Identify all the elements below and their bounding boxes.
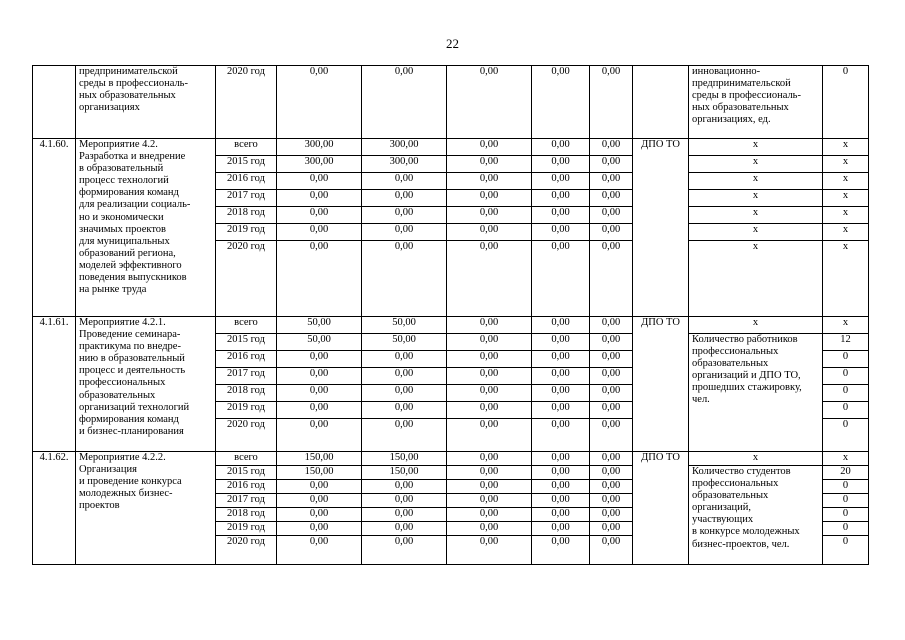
year-cell: 2015 год (216, 156, 277, 173)
measure-name-line: для муниципальных (79, 235, 170, 247)
regional-budget-cell: 150,00 (362, 452, 447, 466)
municipal-budget-cell: 0,00 (532, 368, 590, 385)
measure-name-line: на рынке труда (79, 284, 147, 296)
year-cell: всего (216, 452, 277, 466)
indicator-line: бизнес-проектов, чел. (692, 538, 790, 550)
extrabudget-cell: 0,00 (590, 173, 633, 190)
municipal-budget-cell: 0,00 (532, 494, 590, 508)
target-value-cell: 0 (823, 385, 869, 402)
federal-budget-cell: 0,00 (447, 224, 532, 241)
federal-budget-cell: 0,00 (447, 385, 532, 402)
federal-budget-cell: 0,00 (447, 66, 532, 139)
target-value-cell: х (823, 224, 869, 241)
year-cell: всего (216, 139, 277, 156)
indicator-line: Количество работников (692, 334, 798, 345)
indicator-line: организаций, (692, 502, 751, 514)
municipal-budget-cell: 0,00 (532, 536, 590, 565)
municipal-budget-cell: 0,00 (532, 402, 590, 419)
indicator-cell: х (689, 190, 823, 207)
total-cell: 0,00 (277, 508, 362, 522)
indicator-line: Количество студентов (692, 466, 791, 477)
target-value-cell: 0 (823, 402, 869, 419)
federal-budget-cell: 0,00 (447, 207, 532, 224)
indicator-cell: х (689, 241, 823, 317)
indicator-line: организаций и ДПО ТО, (692, 370, 801, 382)
federal-budget-cell: 0,00 (447, 522, 532, 536)
measure-name-line: практикума по внедре- (79, 341, 181, 353)
target-value-cell: 0 (823, 522, 869, 536)
total-cell: 0,00 (277, 351, 362, 368)
measure-name-line: организаций технологий (79, 401, 190, 413)
target-value-cell: х (823, 173, 869, 190)
year-cell: 2017 год (216, 494, 277, 508)
total-cell: 150,00 (277, 466, 362, 480)
extrabudget-cell: 0,00 (590, 241, 633, 317)
federal-budget-cell: 0,00 (447, 368, 532, 385)
target-value-cell: х (823, 207, 869, 224)
indicator-cell: х (689, 139, 823, 156)
extrabudget-cell: 0,00 (590, 156, 633, 173)
year-cell: 2017 год (216, 368, 277, 385)
municipal-budget-cell: 0,00 (532, 241, 590, 317)
executor-cell (633, 66, 689, 139)
measure-name-line: формирования команд (79, 413, 179, 425)
year-cell: 2020 год (216, 419, 277, 452)
municipal-budget-cell: 0,00 (532, 156, 590, 173)
measure-name-line: профессиональных (79, 377, 166, 389)
measure-number-cell: 4.1.60. (33, 139, 76, 317)
target-value-cell: 12 (823, 334, 869, 351)
federal-budget-cell: 0,00 (447, 536, 532, 565)
extrabudget-cell: 0,00 (590, 334, 633, 351)
indicator-line: среды в профессиональ- (692, 90, 801, 102)
federal-budget-cell: 0,00 (447, 334, 532, 351)
year-cell: 2018 год (216, 385, 277, 402)
federal-budget-cell: 0,00 (447, 190, 532, 207)
indicator-line: образовательных (692, 490, 769, 502)
indicator-cell (689, 466, 823, 565)
measure-number-cell (33, 66, 76, 139)
indicator-line: организациях, ед. (692, 114, 771, 126)
target-value-cell: х (823, 241, 869, 317)
regional-budget-cell: 300,00 (362, 139, 447, 156)
total-cell: 0,00 (277, 207, 362, 224)
federal-budget-cell: 0,00 (447, 241, 532, 317)
measure-name-line: предпринимательской (79, 66, 178, 77)
indicator-cell: х (689, 317, 823, 334)
measure-name-cell (76, 452, 216, 565)
target-value-cell: х (823, 452, 869, 466)
extrabudget-cell: 0,00 (590, 419, 633, 452)
measure-row (33, 139, 869, 156)
municipal-budget-cell: 0,00 (532, 224, 590, 241)
measure-name-line: Мероприятие 4.2.1. (79, 317, 166, 328)
total-cell: 50,00 (277, 334, 362, 351)
total-cell: 0,00 (277, 224, 362, 241)
measure-name-line: молодежных бизнес- (79, 488, 173, 500)
target-value-cell: 0 (823, 480, 869, 494)
regional-budget-cell: 0,00 (362, 419, 447, 452)
measure-name-line: процесс и деятельность (79, 365, 186, 377)
regional-budget-cell: 0,00 (362, 385, 447, 402)
federal-budget-cell: 0,00 (447, 419, 532, 452)
indicator-line: образовательных (692, 358, 769, 370)
indicator-cell: х (689, 452, 823, 466)
regional-budget-cell: 0,00 (362, 190, 447, 207)
regional-budget-cell: 150,00 (362, 466, 447, 480)
executor-cell: ДПО ТО (633, 317, 689, 452)
municipal-budget-cell: 0,00 (532, 207, 590, 224)
indicator-line: инновационно- (692, 66, 761, 77)
measure-name-line: значимых проектов (79, 223, 167, 235)
measure-name-line: образований региона, (79, 247, 176, 259)
total-cell: 50,00 (277, 317, 362, 334)
indicator-line: профессиональных (692, 478, 779, 490)
total-cell: 0,00 (277, 480, 362, 494)
indicator-line: прошедших стажировку, (692, 382, 802, 394)
year-cell: 2019 год (216, 522, 277, 536)
federal-budget-cell: 0,00 (447, 494, 532, 508)
year-cell: 2016 год (216, 480, 277, 494)
measure-name-line: для реализации социаль- (79, 199, 191, 211)
extrabudget-cell: 0,00 (590, 368, 633, 385)
target-value-cell: 0 (823, 419, 869, 452)
regional-budget-cell: 0,00 (362, 224, 447, 241)
total-cell: 0,00 (277, 494, 362, 508)
federal-budget-cell: 0,00 (447, 480, 532, 494)
continuation-row (33, 66, 869, 139)
indicator-cell: х (689, 224, 823, 241)
regional-budget-cell: 50,00 (362, 317, 447, 334)
municipal-budget-cell: 0,00 (532, 419, 590, 452)
program-measures-table (32, 65, 869, 565)
regional-budget-cell: 0,00 (362, 207, 447, 224)
regional-budget-cell: 0,00 (362, 241, 447, 317)
regional-budget-cell: 0,00 (362, 536, 447, 565)
total-cell: 300,00 (277, 156, 362, 173)
federal-budget-cell: 0,00 (447, 508, 532, 522)
extrabudget-cell: 0,00 (590, 385, 633, 402)
year-cell: 2020 год (216, 66, 277, 139)
measure-name-line: в образовательный (79, 163, 164, 175)
indicator-cell: х (689, 156, 823, 173)
extrabudget-cell: 0,00 (590, 190, 633, 207)
federal-budget-cell: 0,00 (447, 317, 532, 334)
target-value-cell: 0 (823, 66, 869, 139)
federal-budget-cell: 0,00 (447, 351, 532, 368)
total-cell: 0,00 (277, 173, 362, 190)
measure-name-line: нию в образовательный (79, 353, 185, 365)
target-value-cell: 0 (823, 494, 869, 508)
target-value-cell: х (823, 190, 869, 207)
measure-row (33, 317, 869, 334)
year-cell: 2019 год (216, 402, 277, 419)
extrabudget-cell: 0,00 (590, 139, 633, 156)
year-cell: всего (216, 317, 277, 334)
measure-row (33, 452, 869, 466)
indicator-line: профессиональных (692, 346, 779, 358)
municipal-budget-cell: 0,00 (532, 385, 590, 402)
federal-budget-cell: 0,00 (447, 139, 532, 156)
municipal-budget-cell: 0,00 (532, 317, 590, 334)
extrabudget-cell: 0,00 (590, 466, 633, 480)
extrabudget-cell: 0,00 (590, 480, 633, 494)
regional-budget-cell: 300,00 (362, 156, 447, 173)
municipal-budget-cell: 0,00 (532, 351, 590, 368)
indicator-cell (689, 66, 823, 139)
measure-name-line: и бизнес-планирования (79, 425, 184, 437)
regional-budget-cell: 0,00 (362, 368, 447, 385)
total-cell: 0,00 (277, 241, 362, 317)
total-cell: 0,00 (277, 536, 362, 565)
total-cell: 0,00 (277, 66, 362, 139)
regional-budget-cell: 0,00 (362, 173, 447, 190)
measure-number-cell: 4.1.62. (33, 452, 76, 565)
extrabudget-cell: 0,00 (590, 522, 633, 536)
municipal-budget-cell: 0,00 (532, 508, 590, 522)
target-value-cell: х (823, 139, 869, 156)
regional-budget-cell: 50,00 (362, 334, 447, 351)
indicator-cell (689, 334, 823, 452)
measure-name-cell (76, 139, 216, 317)
year-cell: 2020 год (216, 241, 277, 317)
extrabudget-cell: 0,00 (590, 494, 633, 508)
municipal-budget-cell: 0,00 (532, 480, 590, 494)
measure-name-line: моделей эффективного (79, 259, 182, 271)
regional-budget-cell: 0,00 (362, 66, 447, 139)
municipal-budget-cell: 0,00 (532, 522, 590, 536)
indicator-line: в конкурсе молодежных (692, 526, 800, 538)
year-cell: 2015 год (216, 334, 277, 351)
executor-cell: ДПО ТО (633, 452, 689, 565)
total-cell: 0,00 (277, 419, 362, 452)
extrabudget-cell: 0,00 (590, 508, 633, 522)
regional-budget-cell: 0,00 (362, 494, 447, 508)
federal-budget-cell: 0,00 (447, 402, 532, 419)
extrabudget-cell: 0,00 (590, 351, 633, 368)
extrabudget-cell: 0,00 (590, 66, 633, 139)
extrabudget-cell: 0,00 (590, 402, 633, 419)
total-cell: 0,00 (277, 385, 362, 402)
indicator-line: участвующих (692, 514, 754, 526)
total-cell: 150,00 (277, 452, 362, 466)
page-number: 22 (446, 36, 459, 51)
year-cell: 2018 год (216, 207, 277, 224)
indicator-line: ных образовательных (692, 102, 789, 114)
target-value-cell: 20 (823, 466, 869, 480)
municipal-budget-cell: 0,00 (532, 452, 590, 466)
measure-name-line: Организация (79, 464, 137, 476)
target-value-cell: х (823, 317, 869, 334)
year-cell: 2020 год (216, 536, 277, 565)
indicator-cell: х (689, 173, 823, 190)
measure-name-cell (76, 66, 216, 139)
municipal-budget-cell: 0,00 (532, 334, 590, 351)
regional-budget-cell: 0,00 (362, 351, 447, 368)
year-cell: 2017 год (216, 190, 277, 207)
municipal-budget-cell: 0,00 (532, 66, 590, 139)
regional-budget-cell: 0,00 (362, 508, 447, 522)
total-cell: 0,00 (277, 190, 362, 207)
target-value-cell: 0 (823, 508, 869, 522)
indicator-cell: х (689, 207, 823, 224)
measure-name-cell (76, 317, 216, 452)
year-cell: 2019 год (216, 224, 277, 241)
target-value-cell: х (823, 156, 869, 173)
indicator-line: предпринимательской (692, 78, 791, 90)
year-cell: 2018 год (216, 508, 277, 522)
year-cell: 2016 год (216, 351, 277, 368)
regional-budget-cell: 0,00 (362, 480, 447, 494)
total-cell: 0,00 (277, 402, 362, 419)
target-value-cell: 0 (823, 536, 869, 565)
municipal-budget-cell: 0,00 (532, 139, 590, 156)
measure-name-line: организациях (79, 102, 140, 114)
regional-budget-cell: 0,00 (362, 402, 447, 419)
year-cell: 2015 год (216, 466, 277, 480)
measure-name-line: Проведение семинара- (79, 329, 181, 341)
year-cell: 2016 год (216, 173, 277, 190)
extrabudget-cell: 0,00 (590, 536, 633, 565)
extrabudget-cell: 0,00 (590, 317, 633, 334)
target-value-cell: 0 (823, 351, 869, 368)
measure-name-line: образовательных (79, 389, 156, 401)
measure-name-line: процесс технологий (79, 175, 169, 187)
indicator-line: чел. (692, 394, 710, 406)
federal-budget-cell: 0,00 (447, 173, 532, 190)
regional-budget-cell: 0,00 (362, 522, 447, 536)
total-cell: 0,00 (277, 368, 362, 385)
federal-budget-cell: 0,00 (447, 156, 532, 173)
extrabudget-cell: 0,00 (590, 452, 633, 466)
municipal-budget-cell: 0,00 (532, 190, 590, 207)
federal-budget-cell: 0,00 (447, 466, 532, 480)
executor-cell: ДПО ТО (633, 139, 689, 317)
target-value-cell: 0 (823, 368, 869, 385)
measure-name-line: Разработка и внедрение (79, 151, 186, 163)
measure-name-line: формирования команд (79, 187, 179, 199)
extrabudget-cell: 0,00 (590, 207, 633, 224)
measure-name-line: поведения выпускников (79, 272, 187, 284)
measure-number-cell: 4.1.61. (33, 317, 76, 452)
total-cell: 0,00 (277, 522, 362, 536)
municipal-budget-cell: 0,00 (532, 173, 590, 190)
measure-name-line: ных образовательных (79, 90, 176, 102)
measure-name-line: и проведение конкурса (79, 476, 182, 488)
measure-name-line: проектов (79, 500, 120, 512)
extrabudget-cell: 0,00 (590, 224, 633, 241)
measure-name-line: Мероприятие 4.2.2. (79, 452, 166, 463)
total-cell: 300,00 (277, 139, 362, 156)
measure-name-line: но и экономически (79, 211, 164, 223)
measure-name-line: Мероприятие 4.2. (79, 139, 158, 150)
measure-name-line: среды в профессиональ- (79, 78, 188, 90)
federal-budget-cell: 0,00 (447, 452, 532, 466)
municipal-budget-cell: 0,00 (532, 466, 590, 480)
